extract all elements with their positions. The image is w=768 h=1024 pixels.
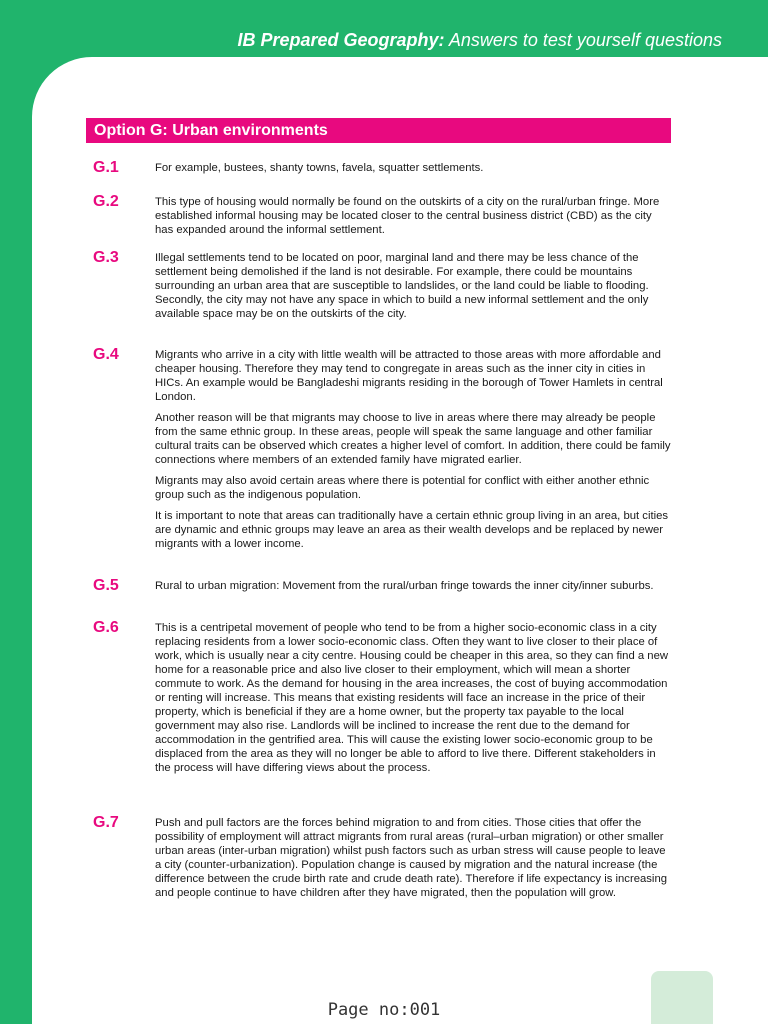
answer-number: G.2 [93, 193, 119, 210]
answer-paragraph: Illegal settlements tend to be located on poor, marginal land and there may be less chance of the settlement being demolished if the land is not desirable. For example, there could be mountains surrounding an urban area that are susceptible to landslides, or the land could be liable to flooding. Secondly, the city may not have any space in which to build a new informal settlement and the only available space may be on the outskirts of the city. [155, 252, 649, 320]
header-title-rest: Answers to test yourself questions [444, 30, 722, 50]
section-title: Option G: Urban environments [86, 118, 671, 143]
answer-g2 [93, 195, 673, 244]
answer-paragraph: Push and pull factors are the forces behind migration to and from cities. Those cities that offer the possibility of employment will attract migrants from rural areas (rural–urban migration) or other smaller urban areas (inter-urban migration) whilst push factors such as urban stress will cause people to leave a city (counter-urbanization). Population change is caused by migration and the natural increase (the difference between the crude birth rate and crude death rate). Therefore if life expectancy is increasing and people continue to have children after they have migrated, then the population will grow. [155, 817, 668, 899]
answer-paragraph: This type of housing would normally be found on the outskirts of a city on the rural/urban fringe. More established informal housing may be located closer to the central business district (CBD) as the city has expanded around the informal settlement. [155, 196, 660, 236]
answer-body [155, 161, 673, 175]
answer-g3 [93, 251, 673, 328]
answer-number: G.1 [93, 159, 119, 176]
answer-number: G.6 [93, 619, 119, 636]
answer-body [155, 816, 673, 900]
answer-paragraph: For example, bustees, shanty towns, favela, squatter settlements. [155, 162, 484, 174]
answer-body [155, 621, 673, 775]
header-title-bold: IB Prepared Geography: [237, 30, 445, 50]
answer-number: G.7 [93, 814, 119, 831]
answer-paragraph: Migrants who arrive in a city with little wealth will be attracted to those areas with more affordable and cheaper housing. Therefore they may tend to congregate in areas such as the inner city in cities in HICs. An example would be Bangladeshi migrants residing in the borough of Tower Hamlets in central London. [155, 349, 663, 403]
answer-paragraph: It is important to note that areas can traditionally have a certain ethnic group living in an area, but cities are dynamic and ethnic groups may leave an area as their wealth develops and be replaced by newer migrants with a lower income. [155, 510, 669, 550]
answer-paragraph: Another reason will be that migrants may choose to live in areas where there may already be people from the same ethnic group. In these areas, people will speak the same language and other familiar cultural traits can be observed which creates a higher level of comfort. In addition, there could be family connections where members of an extended family have migrated earlier. [155, 412, 671, 466]
answer-g1 [93, 161, 673, 182]
header-title [237, 30, 722, 51]
answer-g7 [93, 816, 673, 907]
answer-body [155, 348, 673, 551]
answer-paragraph: Rural to urban migration: Movement from the rural/urban fringe towards the inner city/inner suburbs. [155, 580, 654, 592]
answer-number: G.3 [93, 249, 119, 266]
answer-paragraph: Migrants may also avoid certain areas where there is potential for conflict with either another ethnic group such as the indigenous population. [155, 475, 650, 501]
answer-body [155, 251, 673, 321]
answer-number: G.5 [93, 577, 119, 594]
answer-number: G.4 [93, 346, 119, 363]
answer-body [155, 195, 673, 237]
page-number: Page no:001 [327, 1000, 441, 1020]
answer-paragraph: This is a centripetal movement of people who tend to be from a higher socio-economic class in a city replacing residents from a lower socio-economic class. Often they want to live closer to their place of work, which is usually near a city centre. Housing could be cheaper in this area, so they can find a new home for a reasonable price and also live closer to their employment, which will mean a shorter commute to work. As the demand for housing in the area increases, the cost of buying accommodation or renting will increase. This means that existing residents will face an increase in the price of their property, which is beneficial if they are a home owner, but the property tax payable to the local government may also rise. Landlords will be inclined to increase the rent due to the demand for accommodation in the gentrified area. This will cause the existing lower socio-economic group to be displaced from the area as they will no longer be able to afford to live there. Different stakeholders in the process will have differing views about the process. [155, 622, 669, 774]
answer-g4 [93, 348, 673, 558]
answer-g6 [93, 621, 673, 782]
answer-body [155, 579, 673, 593]
answer-g5 [93, 579, 673, 600]
